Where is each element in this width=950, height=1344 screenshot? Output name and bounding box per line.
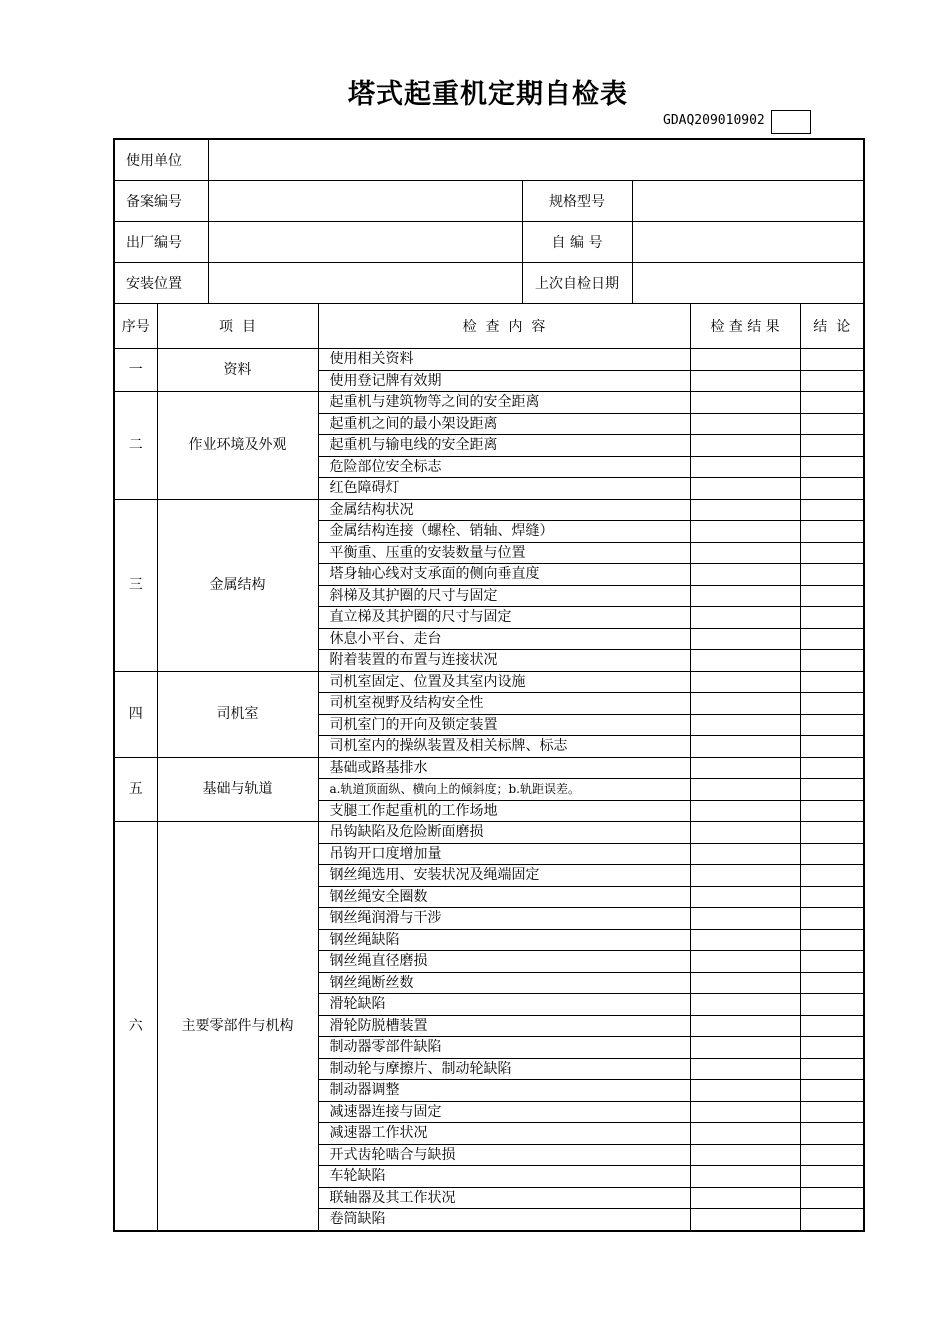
unit-label: 使用单位 [114, 139, 208, 181]
col-result: 检 查 结 果 [690, 304, 800, 349]
check-content: 减速器工作状况 [318, 1123, 690, 1145]
check-content: 附着装置的布置与连接状况 [318, 650, 690, 672]
result-cell[interactable] [690, 1144, 800, 1166]
conclusion-cell[interactable] [800, 1037, 864, 1059]
record-no-field[interactable] [208, 181, 522, 222]
result-cell[interactable] [690, 650, 800, 672]
result-cell[interactable] [690, 757, 800, 779]
check-content: 钢丝绳缺陷 [318, 929, 690, 951]
conclusion-cell[interactable] [800, 800, 864, 822]
result-cell[interactable] [690, 1123, 800, 1145]
check-content: 钢丝绳直径磨损 [318, 951, 690, 973]
section-number: 一 [114, 349, 157, 392]
result-cell[interactable] [690, 1080, 800, 1102]
form-title: 塔式起重机定期自检表 [348, 79, 628, 110]
conclusion-cell[interactable] [800, 1123, 864, 1145]
conclusion-cell[interactable] [800, 435, 864, 457]
result-cell[interactable] [690, 951, 800, 973]
conclusion-cell[interactable] [800, 370, 864, 392]
result-cell[interactable] [690, 1187, 800, 1209]
conclusion-cell[interactable] [800, 1101, 864, 1123]
conclusion-cell[interactable] [800, 499, 864, 521]
conclusion-cell[interactable] [800, 843, 864, 865]
factory-no-label: 出厂编号 [114, 222, 208, 263]
col-conclusion: 结 论 [800, 304, 864, 349]
result-cell[interactable] [690, 865, 800, 887]
result-cell[interactable] [690, 456, 800, 478]
check-content: 休息小平台、走台 [318, 628, 690, 650]
check-content: 钢丝绳润滑与干涉 [318, 908, 690, 930]
spec-label: 规格型号 [522, 181, 632, 222]
check-content: 司机室固定、位置及其室内设施 [318, 671, 690, 693]
table-row [114, 757, 864, 779]
table-row [114, 671, 864, 693]
conclusion-cell[interactable] [800, 585, 864, 607]
check-content: 联轴器及其工作状况 [318, 1187, 690, 1209]
result-cell[interactable] [690, 800, 800, 822]
conclusion-cell[interactable] [800, 1058, 864, 1080]
result-cell[interactable] [690, 822, 800, 844]
result-cell[interactable] [690, 843, 800, 865]
check-content: 减速器连接与固定 [318, 1101, 690, 1123]
conclusion-cell[interactable] [800, 757, 864, 779]
check-content: 使用相关资料 [318, 349, 690, 371]
check-content: 滑轮防脱槽装置 [318, 1015, 690, 1037]
check-content: 钢丝绳选用、安装状况及绳端固定 [318, 865, 690, 887]
conclusion-cell[interactable] [800, 886, 864, 908]
conclusion-cell[interactable] [800, 779, 864, 801]
result-cell[interactable] [690, 929, 800, 951]
check-content: 司机室门的开向及锁定装置 [318, 714, 690, 736]
result-cell[interactable] [690, 1058, 800, 1080]
result-cell[interactable] [690, 564, 800, 586]
check-content: 司机室视野及结构安全性 [318, 693, 690, 715]
result-cell[interactable] [690, 607, 800, 629]
result-cell[interactable] [690, 908, 800, 930]
conclusion-cell[interactable] [800, 456, 864, 478]
conclusion-cell[interactable] [800, 521, 864, 543]
check-content: 制动轮与摩擦片、制动轮缺陷 [318, 1058, 690, 1080]
check-content: 危险部位安全标志 [318, 456, 690, 478]
check-content: 金属结构连接（螺栓、销轴、焊缝） [318, 521, 690, 543]
conclusion-cell[interactable] [800, 714, 864, 736]
conclusion-cell[interactable] [800, 1144, 864, 1166]
col-seq: 序号 [114, 304, 157, 349]
conclusion-cell[interactable] [800, 929, 864, 951]
conclusion-cell[interactable] [800, 994, 864, 1016]
section-name: 资料 [157, 349, 318, 392]
conclusion-cell[interactable] [800, 972, 864, 994]
section-number: 五 [114, 757, 157, 822]
install-pos-label: 安装位置 [114, 263, 208, 304]
check-content: 红色障碍灯 [318, 478, 690, 500]
conclusion-cell[interactable] [800, 650, 864, 672]
check-content: 司机室内的操纵装置及相关标牌、标志 [318, 736, 690, 758]
check-content: 起重机之间的最小架设距离 [318, 413, 690, 435]
check-content: a.轨道顶面纵、横向上的倾斜度；b.轨距误差。 [318, 779, 690, 801]
check-content: 使用登记牌有效期 [318, 370, 690, 392]
result-cell[interactable] [690, 1015, 800, 1037]
conclusion-cell[interactable] [800, 607, 864, 629]
conclusion-cell[interactable] [800, 628, 864, 650]
conclusion-cell[interactable] [800, 908, 864, 930]
result-cell[interactable] [690, 392, 800, 414]
check-content: 金属结构状况 [318, 499, 690, 521]
doc-code-suffix-box[interactable] [771, 110, 811, 134]
conclusion-cell[interactable] [800, 413, 864, 435]
result-cell[interactable] [690, 736, 800, 758]
section-name: 作业环境及外观 [157, 392, 318, 500]
conclusion-cell[interactable] [800, 822, 864, 844]
conclusion-cell[interactable] [800, 1015, 864, 1037]
last-check-field[interactable] [632, 263, 864, 304]
section-name: 基础与轨道 [157, 757, 318, 822]
conclusion-cell[interactable] [800, 671, 864, 693]
result-cell[interactable] [690, 585, 800, 607]
result-cell[interactable] [690, 1209, 800, 1231]
result-cell[interactable] [690, 972, 800, 994]
self-no-field[interactable] [632, 222, 864, 263]
last-check-label: 上次自检日期 [522, 263, 632, 304]
result-cell[interactable] [690, 714, 800, 736]
check-content: 斜梯及其护圈的尺寸与固定 [318, 585, 690, 607]
section-number: 三 [114, 499, 157, 671]
conclusion-cell[interactable] [800, 693, 864, 715]
check-content: 塔身轴心线对支承面的侧向垂直度 [318, 564, 690, 586]
check-content: 钢丝绳安全圈数 [318, 886, 690, 908]
check-content: 开式齿轮啮合与缺损 [318, 1144, 690, 1166]
check-content: 基础或路基排水 [318, 757, 690, 779]
result-cell[interactable] [690, 542, 800, 564]
conclusion-cell[interactable] [800, 1187, 864, 1209]
result-cell[interactable] [690, 413, 800, 435]
section-name: 主要零部件与机构 [157, 822, 318, 1231]
section-number: 二 [114, 392, 157, 500]
check-content: 吊钩缺陷及危险断面磨损 [318, 822, 690, 844]
result-cell[interactable] [690, 478, 800, 500]
check-content: 吊钩开口度增加量 [318, 843, 690, 865]
factory-no-field[interactable] [208, 222, 522, 263]
table-row [114, 499, 864, 521]
conclusion-cell[interactable] [800, 478, 864, 500]
conclusion-cell[interactable] [800, 349, 864, 371]
result-cell[interactable] [690, 349, 800, 371]
result-cell[interactable] [690, 628, 800, 650]
table-row [114, 349, 864, 371]
inspection-form [113, 138, 865, 1232]
result-cell[interactable] [690, 671, 800, 693]
conclusion-cell[interactable] [800, 865, 864, 887]
self-no-label: 自 编 号 [522, 222, 632, 263]
check-content: 滑轮缺陷 [318, 994, 690, 1016]
check-content: 起重机与输电线的安全距离 [318, 435, 690, 457]
unit-field[interactable] [208, 139, 864, 181]
conclusion-cell[interactable] [800, 951, 864, 973]
result-cell[interactable] [690, 886, 800, 908]
check-content: 直立梯及其护圈的尺寸与固定 [318, 607, 690, 629]
col-content: 检 查 内 容 [318, 304, 690, 349]
result-cell[interactable] [690, 1166, 800, 1188]
conclusion-cell[interactable] [800, 1209, 864, 1231]
result-cell[interactable] [690, 1037, 800, 1059]
result-cell[interactable] [690, 693, 800, 715]
section-number: 六 [114, 822, 157, 1231]
result-cell[interactable] [690, 435, 800, 457]
install-pos-field[interactable] [208, 263, 522, 304]
check-content: 平衡重、压重的安装数量与位置 [318, 542, 690, 564]
result-cell[interactable] [690, 994, 800, 1016]
conclusion-cell[interactable] [800, 736, 864, 758]
check-content: 制动器调整 [318, 1080, 690, 1102]
check-content: 车轮缺陷 [318, 1166, 690, 1188]
conclusion-cell[interactable] [800, 542, 864, 564]
result-cell[interactable] [690, 1101, 800, 1123]
section-name: 金属结构 [157, 499, 318, 671]
table-row [114, 822, 864, 844]
table-row [114, 392, 864, 414]
conclusion-cell[interactable] [800, 1080, 864, 1102]
conclusion-cell[interactable] [800, 1166, 864, 1188]
result-cell[interactable] [690, 499, 800, 521]
check-content: 钢丝绳断丝数 [318, 972, 690, 994]
result-cell[interactable] [690, 521, 800, 543]
spec-field[interactable] [632, 181, 864, 222]
conclusion-cell[interactable] [800, 392, 864, 414]
check-content: 起重机与建筑物等之间的安全距离 [318, 392, 690, 414]
doc-code: GDAQ209010902 [663, 113, 765, 128]
check-content: 支腿工作起重机的工作场地 [318, 800, 690, 822]
section-name: 司机室 [157, 671, 318, 757]
conclusion-cell[interactable] [800, 564, 864, 586]
check-content: 卷筒缺陷 [318, 1209, 690, 1231]
record-no-label: 备案编号 [114, 181, 208, 222]
col-item: 项 目 [157, 304, 318, 349]
section-number: 四 [114, 671, 157, 757]
result-cell[interactable] [690, 370, 800, 392]
result-cell[interactable] [690, 779, 800, 801]
check-content: 制动器零部件缺陷 [318, 1037, 690, 1059]
